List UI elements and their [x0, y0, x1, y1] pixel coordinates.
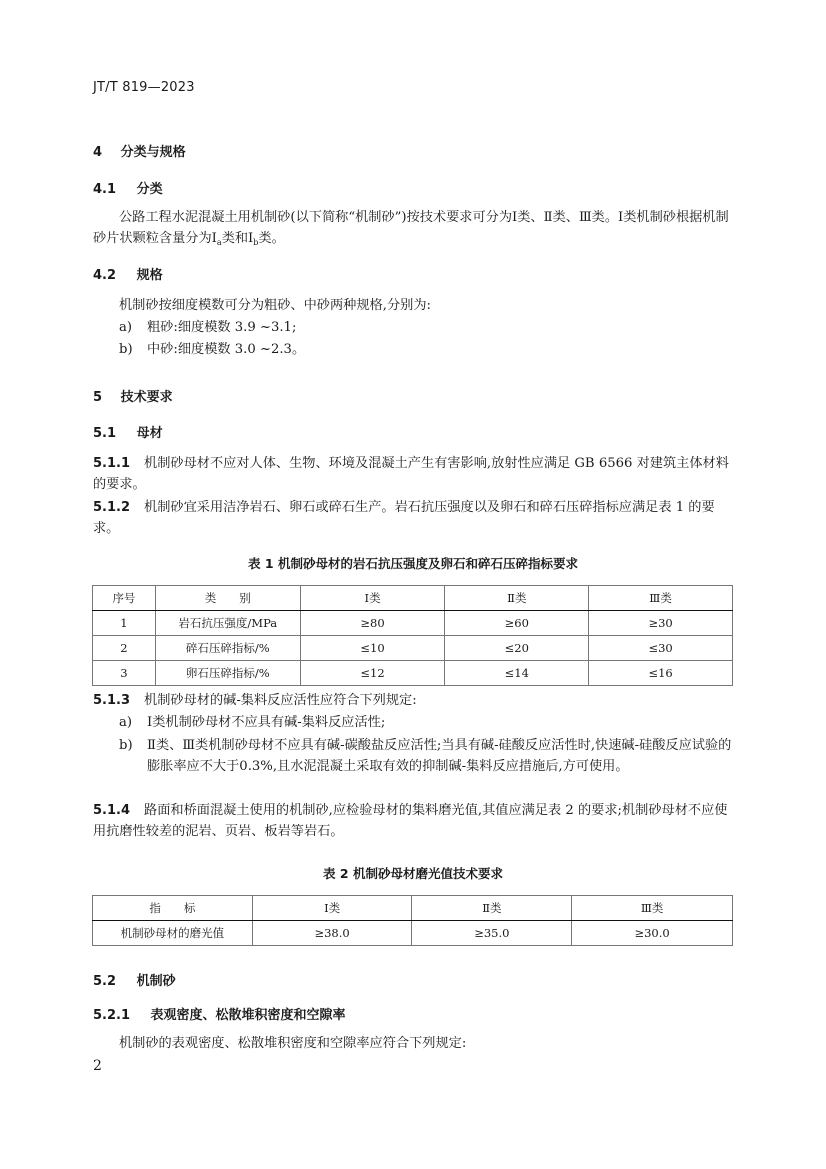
- section-4-1-heading: [93, 178, 163, 197]
- table-cell: ≤30: [589, 636, 733, 661]
- section-title: 分类与规格: [120, 145, 186, 160]
- section-4-2-heading: [93, 264, 163, 283]
- list-label: a): [119, 320, 133, 335]
- section-5-2-heading: [93, 970, 176, 989]
- table-cell: ≥30.0: [572, 921, 733, 946]
- table-1: [92, 585, 733, 686]
- page-number: 2: [93, 1058, 102, 1074]
- list-text: Ⅰ类机制砂母材不应具有碱-集料反应活性;: [147, 715, 386, 730]
- list-item: [119, 735, 735, 777]
- section-title: 规格: [136, 268, 163, 283]
- table-cell: 3: [93, 661, 156, 686]
- section-4-heading: [93, 141, 186, 160]
- header-cell: Ⅲ类: [589, 586, 733, 611]
- section-number: 5.2: [93, 974, 117, 989]
- list-label: b): [119, 342, 133, 357]
- section-title: 表观密度、松散堆积密度和空隙率: [150, 1008, 346, 1023]
- section-title: 分类: [136, 182, 163, 197]
- section-4-2-intro: 机制砂按细度模数可分为粗砂、中砂两种规格,分别为:: [119, 298, 431, 313]
- section-number: 4.1: [93, 182, 117, 197]
- table-row: [93, 921, 733, 946]
- section-title: 母材: [136, 426, 163, 441]
- table-row: [93, 661, 733, 686]
- table-2-caption: 表 2 机制砂母材磨光值技术要求: [323, 866, 503, 881]
- section-title: 技术要求: [120, 390, 173, 405]
- subscript-a: a: [216, 238, 222, 247]
- header-cell: 类 别: [155, 586, 300, 611]
- table-cell: ≤14: [445, 661, 589, 686]
- section-number: 4: [93, 145, 103, 160]
- paragraph-text: 类。: [258, 231, 285, 246]
- table-cell: ≥30: [589, 611, 733, 636]
- table-1-caption: 表 1 机制砂母材的岩石抗压强度及卵石和碎石压碎指标要求: [248, 556, 578, 571]
- section-number: 4.2: [93, 268, 117, 283]
- clause-5-1-2: [93, 497, 735, 539]
- clause-number: 5.1.2: [93, 500, 131, 515]
- table-cell: 岩石抗压强度/MPa: [155, 611, 300, 636]
- list-text: 中砂:细度模数 3.0 ~2.3。: [147, 342, 306, 357]
- table-row: [93, 611, 733, 636]
- section-number: 5.1: [93, 426, 117, 441]
- section-5-1-heading: [93, 422, 163, 441]
- header-cell: Ⅱ类: [412, 896, 572, 921]
- header-cell: 序号: [93, 586, 156, 611]
- table-cell: 机制砂母材的磨光值: [93, 921, 253, 946]
- table-cell: ≤12: [300, 661, 445, 686]
- table-cell: 2: [93, 636, 156, 661]
- table-2: [92, 895, 733, 946]
- clause-text: 机制砂宜采用洁净岩石、卵石或碎石生产。岩石抗压强度以及卵石和碎石压碎指标应满足表 1 的要求。: [93, 500, 715, 536]
- list-item: [119, 712, 735, 733]
- table-cell: ≥35.0: [412, 921, 572, 946]
- table-cell: 1: [93, 611, 156, 636]
- paragraph-text: 公路工程水泥混凝土用机制砂(以下简称“机制砂”)按技术要求可分为Ⅰ类、Ⅱ类、Ⅲ类。Ⅰ类机制砂根据机制砂片状颗粒含量分为Ⅰ: [93, 210, 729, 246]
- table-cell: ≥80: [300, 611, 445, 636]
- table-cell: ≤16: [589, 661, 733, 686]
- table-header-row: [93, 896, 733, 921]
- clause-text: 机制砂母材的碱-集料反应活性应符合下列规定:: [144, 693, 417, 708]
- list-label: a): [119, 715, 133, 730]
- header-cell: Ⅰ类: [252, 896, 412, 921]
- list-text: 粗砂:细度模数 3.9 ~3.1;: [147, 320, 297, 335]
- clause-text: 路面和桥面混凝土使用的机制砂,应检验母材的集料磨光值,其值应满足表 2 的要求;机制砂母材不应使用抗磨性较差的泥岩、页岩、板岩等岩石。: [93, 803, 728, 839]
- paragraph-text: 类和Ⅰ: [221, 231, 254, 246]
- section-number: 5.2.1: [93, 1008, 131, 1023]
- standard-code: JT/T 819—2023: [93, 80, 195, 95]
- header-cell: Ⅱ类: [445, 586, 589, 611]
- clause-number: 5.1.1: [93, 456, 131, 471]
- table-cell: ≤10: [300, 636, 445, 661]
- clause-number: 5.1.3: [93, 693, 131, 708]
- section-title: 机制砂: [136, 974, 176, 989]
- clause-5-1-4: [93, 800, 735, 842]
- section-5-2-1-heading: [93, 1004, 346, 1023]
- header-cell: Ⅰ类: [300, 586, 445, 611]
- clause-5-2-1-text: 机制砂的表观密度、松散堆积密度和空隙率应符合下列规定:: [119, 1036, 467, 1051]
- list-text: Ⅱ类、Ⅲ类机制砂母材不应具有碱-碳酸盐反应活性;当具有碱-硅酸反应活性时,快速碱-硅酸反应试验的膨胀率应不大于0.3%,且水泥混凝土采取有效的抑制碱-集料反应措施后,方可使用。: [147, 738, 732, 774]
- header-cell: 指 标: [93, 896, 253, 921]
- list-label: b): [119, 738, 133, 753]
- section-5-heading: [93, 386, 173, 405]
- table-cell: 碎石压碎指标/%: [155, 636, 300, 661]
- header-cell: Ⅲ类: [572, 896, 733, 921]
- section-4-1-paragraph: [93, 207, 735, 253]
- table-cell: 卵石压碎指标/%: [155, 661, 300, 686]
- clause-5-1-1: [93, 453, 735, 495]
- clause-number: 5.1.4: [93, 803, 131, 818]
- subscript-b: b: [253, 238, 259, 247]
- clause-5-1-3: [93, 690, 735, 711]
- list-item: [119, 339, 735, 360]
- list-item: [119, 317, 735, 338]
- table-cell: ≥38.0: [252, 921, 412, 946]
- section-number: 5: [93, 390, 103, 405]
- clause-text: 机制砂母材不应对人体、生物、环境及混凝土产生有害影响,放射性应满足 GB 6566 对建筑主体材料的要求。: [93, 456, 729, 492]
- table-cell: ≤20: [445, 636, 589, 661]
- table-header-row: [93, 586, 733, 611]
- table-row: [93, 636, 733, 661]
- table-cell: ≥60: [445, 611, 589, 636]
